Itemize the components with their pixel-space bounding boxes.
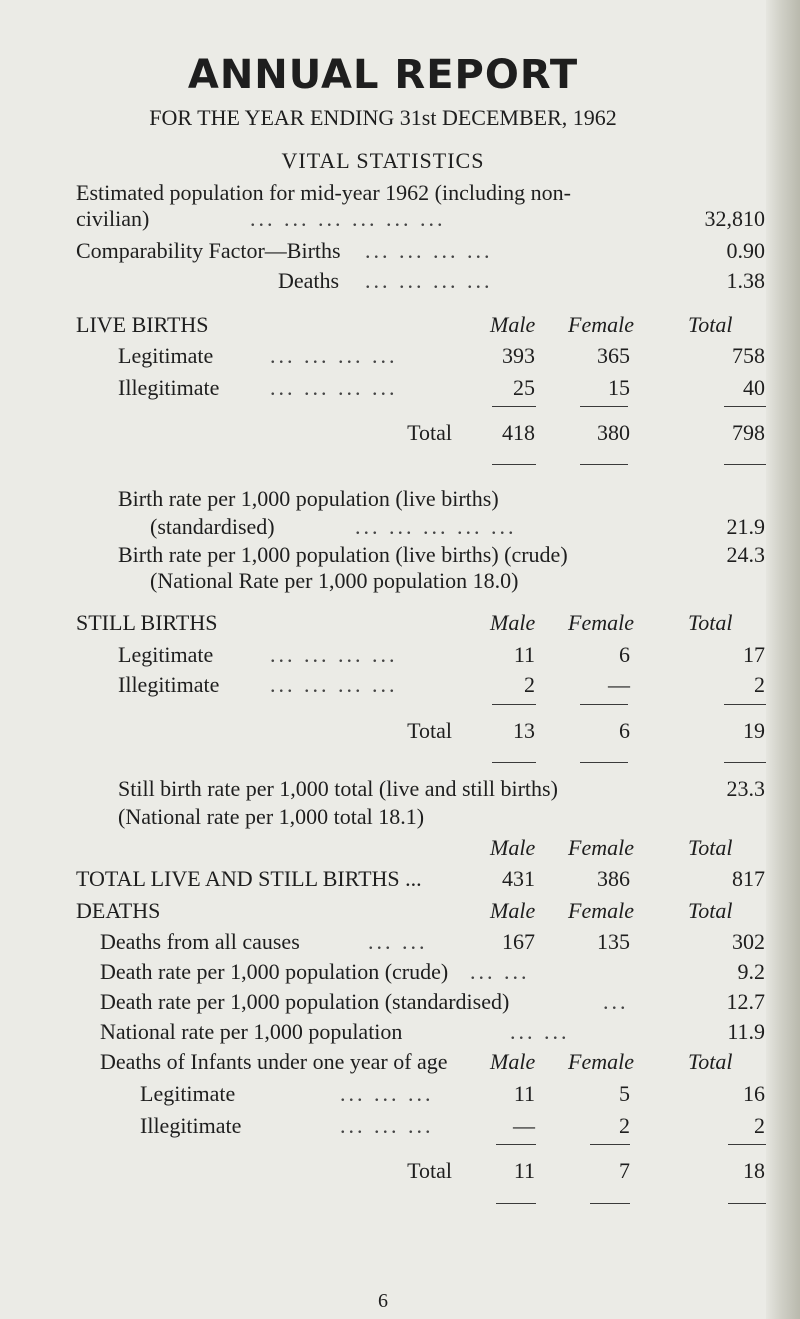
table-row: Legitimate ... ... ... ... 393 365 758	[118, 343, 765, 368]
table-row: Illegitimate ... ... ... ... 2 — 2	[118, 672, 765, 697]
divider	[580, 762, 628, 763]
comparability-births-row: Comparability Factor—Births ... ... ... ... 0.90	[76, 238, 765, 263]
population-line-1: Estimated population for mid-year 1962 (including non-	[76, 180, 571, 205]
table-row: Illegitimate ... ... ... — 2 2	[140, 1113, 765, 1138]
divider	[492, 762, 536, 763]
total-births-column-header: Male Female Total	[490, 835, 733, 860]
section-heading-vital-statistics: VITAL STATISTICS	[281, 148, 485, 173]
live-births-header: LIVE BIRTHS Male Female Total	[76, 312, 733, 337]
report-subtitle: FOR THE YEAR ENDING 31st DECEMBER, 1962	[149, 105, 617, 130]
population-value: 32,810	[704, 206, 765, 231]
birth-rate-standardised-line-2: (standardised) ... ... ... ... ... 21.9	[150, 514, 765, 539]
infant-deaths-header: Deaths of Infants under one year of age Male Female Total	[100, 1049, 733, 1074]
page-number: 6	[378, 1290, 388, 1312]
table-row: Legitimate ... ... ... ... 11 6 17	[118, 642, 765, 667]
divider	[590, 1144, 630, 1145]
divider	[728, 1144, 766, 1145]
table-row: Legitimate ... ... ... 11 5 16	[140, 1081, 765, 1106]
table-row: Illegitimate ... ... ... ... 25 15 40	[118, 375, 765, 400]
divider	[580, 464, 628, 465]
divider	[580, 406, 628, 407]
divider	[724, 406, 766, 407]
death-rate-national-row: National rate per 1,000 population ... ... 11.9	[100, 1019, 765, 1044]
table-total-row: Total 418 380 798	[407, 420, 765, 445]
death-rate-standardised-row: Death rate per 1,000 population (standardised) ... 12.7	[100, 989, 765, 1014]
divider	[492, 464, 536, 465]
still-birth-rate-row: Still birth rate per 1,000 total (live and still births) 23.3	[118, 776, 765, 801]
total-births-row: TOTAL LIVE AND STILL BIRTHS ... 431 386 817	[76, 866, 765, 891]
divider	[590, 1203, 630, 1204]
birth-rate-standardised-line-1: Birth rate per 1,000 population (live births)	[118, 486, 499, 511]
report-title: ANNUAL REPORT	[187, 52, 579, 98]
table-total-row: Total 11 7 18	[407, 1158, 765, 1183]
divider	[492, 406, 536, 407]
birth-rate-crude-row: Birth rate per 1,000 population (live births) (crude) 24.3	[118, 542, 765, 567]
table-total-row: Total 13 6 19	[407, 718, 765, 743]
still-births-header: STILL BIRTHS Male Female Total	[76, 610, 733, 635]
divider	[496, 1144, 536, 1145]
divider	[728, 1203, 766, 1204]
comparability-deaths-row: Deaths ... ... ... ... 1.38	[278, 268, 765, 293]
still-birth-rate-national-note: (National rate per 1,000 total 18.1)	[118, 804, 425, 829]
page-edge	[766, 0, 800, 1319]
deaths-header: DEATHS Male Female Total	[76, 898, 733, 923]
divider	[724, 762, 766, 763]
birth-rate-national-note: (National Rate per 1,000 population 18.0)	[150, 568, 519, 593]
population-line-2: civilian) ... ... ... ... ... ... 32,810	[0, 204, 766, 234]
divider	[580, 704, 628, 705]
deaths-all-causes-row: Deaths from all causes ... ... 167 135 302	[100, 929, 765, 954]
divider	[724, 704, 766, 705]
death-rate-crude-row: Death rate per 1,000 population (crude) ... ... 9.2	[100, 959, 765, 984]
divider	[496, 1203, 536, 1204]
divider	[492, 704, 536, 705]
divider	[724, 464, 766, 465]
